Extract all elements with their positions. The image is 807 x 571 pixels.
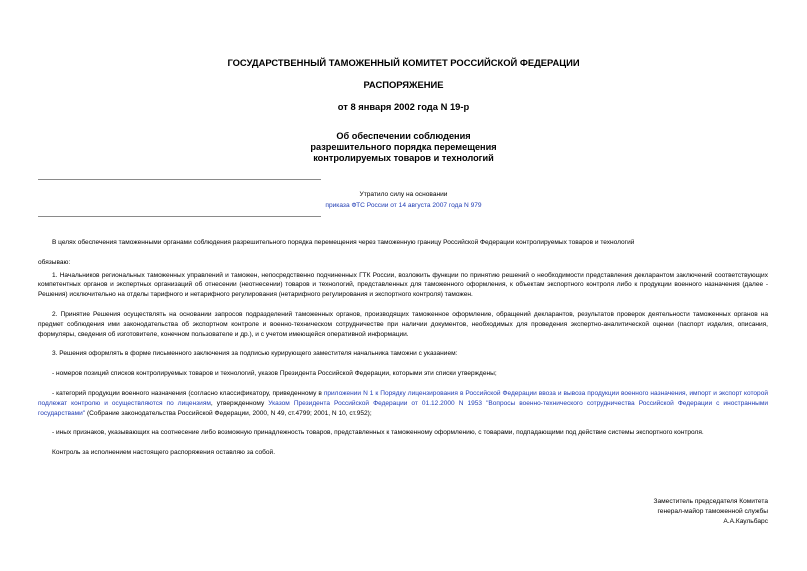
- item-2-paragraph: 2. Принятие Решения осуществлять на основании запросов подразделений таможенных органов, производящих таможенное оформление, обращений декларантов, результатов проверок деятельности таможенных органов на предмет соблюдения ими законодательства об экспортном контроле и военно-техническом сотрудничестве при наличии документов, необходимых для проведения экспертно-аналитической оценки (паспорт изделия, описания, формуляры, сведения об изготовителе, конечном пользователе и др.), и с учетом имеющейся оперативной информации.: [38, 310, 768, 338]
- item-1-paragraph: 1. Начальников региональных таможенных управлений и таможен, непосредственно подчиненных ГТК России, возложить функции по принятию решений о необходимости представления декларантом заключений соответствующих компетентных органов и экспертных организаций об отнесении (неотнесении) товаров и технологий, представленных для таможенного оформления, к объектам экспортного контроля либо к продукции военного назначения (далее - Решения) исключительно на отделы тарифного и нетарифного регулирования (нетарифного регулирования и экспортного контроля) таможен.: [38, 271, 768, 299]
- item-3-paragraph: 3. Решения оформлять в форме письменного заключения за подписью курирующего заместителя начальника таможни с указанием:: [52, 350, 458, 358]
- status-note: Утратило силу на основании: [359, 191, 448, 198]
- licensing-order-annex-link[interactable]: приложении N 1 к Порядку лицензирования в Российской Федерации ввоза и вывоза продукции военного назначения, импорт и экспорт которой подлежат контролю и осуществляются по лицензиям: [38, 389, 768, 407]
- bullet-2-post: (Собрание законодательства Российской Федерации, 2000, N 49, ст.4799; 2001, N 10, ст.952);: [85, 409, 372, 417]
- divider-bottom: [38, 216, 321, 217]
- signature-block: [653, 497, 768, 527]
- repeal-order-link[interactable]: приказа ФТС России от 14 августа 2007 года N 979: [325, 202, 482, 209]
- bullet-3-paragraph: - иных признаков, указывающих на соотнесение либо возможную принадлежность товаров, представленных к таможенному оформлению, с товарами, подпадающими под действие системы экспортного контроля.: [52, 429, 704, 437]
- bullet-1-paragraph: - номеров позиций списков контролируемых товаров и технологий, указов Президента Российской Федерации, которыми эти списки утверждены;: [52, 370, 497, 378]
- intro-paragraph: В целях обеспечения таможенными органами соблюдения разрешительного порядка перемещения через таможенную границу Российской Федерации контролируемых товаров и технологий: [52, 239, 635, 246]
- signature-position: Заместитель председателя Комитета: [653, 498, 768, 505]
- signature-rank: генерал-майор таможенной службы: [657, 508, 768, 515]
- signature-name: А.А.Каульбарс: [723, 518, 768, 525]
- document-type: РАСПОРЯЖЕНИЕ: [363, 79, 444, 90]
- document-date-number: от 8 января 2002 года N 19-р: [337, 101, 470, 112]
- divider-top: [38, 179, 321, 180]
- agency-name: ГОСУДАРСТВЕННЫЙ ТАМОЖЕННЫЙ КОМИТЕТ РОССИЙСКОЙ ФЕДЕРАЦИИ: [227, 57, 580, 68]
- presidential-decree-link[interactable]: Указом Президента Российской Федерации от 01.12.2000 N 1953 "Вопросы военно-технического сотрудничества Российской Федерации с иностранными государствами": [38, 399, 768, 417]
- title-line-3: контролируемых товаров и технологий: [313, 153, 494, 163]
- bullet-2-mid: , утвержденному: [210, 399, 269, 407]
- title-line-1: Об обеспечении соблюдения: [336, 131, 471, 141]
- bullet-2-pre: - категорий продукции военного назначения (согласно классификатору, приведенному в: [52, 389, 324, 397]
- document-body: [38, 238, 768, 458]
- obliges-label: обязываю:: [38, 258, 71, 266]
- control-paragraph: Контроль за исполнением настоящего распоряжения оставляю за собой.: [52, 449, 276, 457]
- document-title: [0, 131, 807, 164]
- title-line-2: разрешительного порядка перемещения: [310, 142, 497, 152]
- bullet-2-paragraph: [38, 389, 768, 418]
- status-link-line: [0, 200, 807, 211]
